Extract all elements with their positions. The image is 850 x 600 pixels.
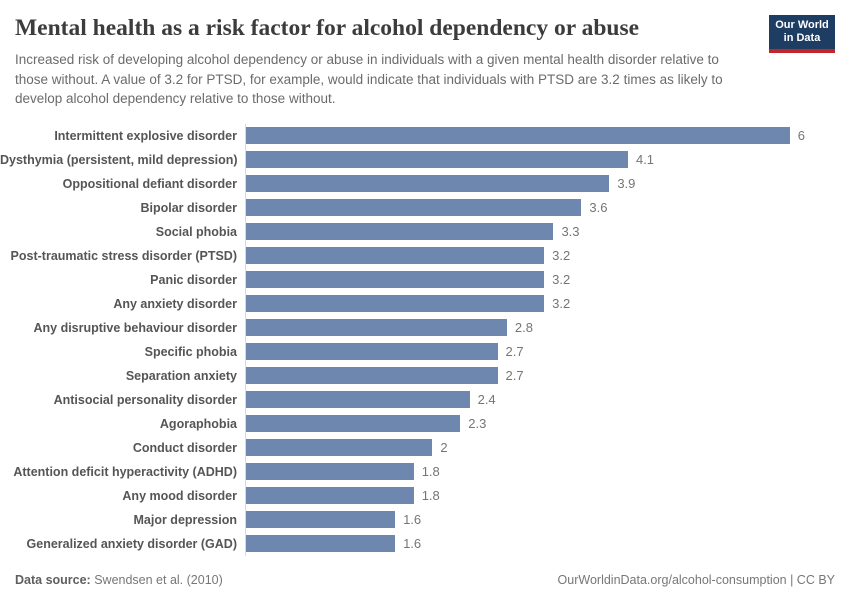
bar[interactable] (246, 415, 460, 432)
bar[interactable] (246, 223, 553, 240)
bar[interactable] (246, 343, 498, 360)
bar-category-label: Major depression (133, 512, 237, 527)
bar[interactable] (246, 463, 414, 480)
chart-title: Mental health as a risk factor for alcohol dependency or abuse (15, 15, 640, 41)
chart-header (0, 0, 850, 108)
bar-track (245, 460, 805, 484)
bar-value-label: 2.3 (468, 416, 487, 432)
bar-track (245, 244, 805, 268)
bar-track (245, 388, 805, 412)
owid-logo-line1: Our World (775, 19, 829, 32)
bar-category-label: Antisocial personality disorder (53, 392, 237, 407)
bar-row (0, 292, 805, 316)
bar-category-label: Oppositional defiant disorder (62, 176, 237, 191)
bar-category-label: Social phobia (155, 224, 237, 239)
bar[interactable] (246, 511, 395, 528)
bar-value-label: 2.7 (505, 344, 524, 360)
bar-value-label: 3.6 (589, 200, 608, 216)
bar-row (0, 196, 805, 220)
bar-value-label: 2.8 (514, 320, 533, 336)
bar-value-label: 1.8 (421, 488, 440, 504)
bar-category-label: Conduct disorder (132, 440, 237, 455)
bar-value-label: 3.2 (552, 248, 571, 264)
data-source (15, 573, 223, 587)
data-source-label: Data source: (15, 573, 91, 587)
bar-category-label: Any disruptive behaviour disorder (33, 320, 237, 335)
bar-category-label: Attention deficit hyperactivity (ADHD) (13, 464, 237, 479)
bar-category-label: Bipolar disorder (140, 200, 237, 215)
bar[interactable] (246, 151, 628, 168)
bar-value-label: 6 (797, 128, 805, 144)
bar-row (0, 484, 805, 508)
bar[interactable] (246, 271, 544, 288)
data-source-value: Swendsen et al. (2010) (90, 573, 223, 587)
bar[interactable] (246, 391, 470, 408)
bar-track (245, 220, 805, 244)
bar-track (245, 268, 805, 292)
bar-category-label: Specific phobia (144, 344, 237, 359)
chart-footer (15, 573, 835, 587)
bar-row (0, 124, 805, 148)
owid-url-license[interactable]: OurWorldinData.org/alcohol-consumption | CC BY (557, 573, 835, 587)
bar-row (0, 244, 805, 268)
bar-category-label: Post-traumatic stress disorder (PTSD) (10, 248, 237, 263)
bar-category-label: Dysthymia (persistent, mild depression) (0, 152, 238, 167)
bar-track (245, 316, 805, 340)
bar-track (245, 196, 805, 220)
bar-category-label: Intermittent explosive disorder (54, 128, 237, 143)
bar-row (0, 220, 805, 244)
bar-row (0, 436, 805, 460)
bar-row (0, 148, 805, 172)
bar-track (245, 292, 805, 316)
bar[interactable] (246, 367, 498, 384)
bar[interactable] (246, 319, 507, 336)
bar[interactable] (246, 535, 395, 552)
bar-value-label: 3.2 (552, 272, 571, 288)
bar-track (245, 340, 805, 364)
bar-track (245, 412, 805, 436)
bar-row (0, 388, 805, 412)
bar-value-label: 3.3 (561, 224, 580, 240)
bar-track (245, 508, 805, 532)
bar-row (0, 532, 805, 556)
bar[interactable] (246, 295, 544, 312)
bar-category-label: Agoraphobia (159, 416, 237, 431)
bar-chart (0, 124, 850, 556)
bar-category-label: Any mood disorder (122, 488, 237, 503)
bar-track (245, 532, 805, 556)
bar-row (0, 268, 805, 292)
bar-track (245, 436, 805, 460)
bar-value-label: 2.4 (477, 392, 496, 408)
bar-row (0, 172, 805, 196)
bar-value-label: 1.8 (421, 464, 440, 480)
bar-row (0, 508, 805, 532)
bar-row (0, 412, 805, 436)
bar-track (245, 172, 805, 196)
bar-category-label: Panic disorder (150, 272, 237, 287)
bar-row (0, 460, 805, 484)
bar-value-label: 4.1 (635, 152, 655, 168)
bar-row (0, 316, 805, 340)
bar[interactable] (246, 487, 414, 504)
bar-track (245, 124, 805, 148)
header-text (15, 14, 751, 108)
bar-track (245, 148, 805, 172)
owid-logo-line2: in Data (783, 32, 821, 44)
bar-category-label: Separation anxiety (125, 368, 237, 383)
bar-category-label: Any anxiety disorder (113, 296, 237, 311)
bar[interactable] (246, 175, 609, 192)
bar-track (245, 484, 805, 508)
bar-value-label: 3.9 (617, 176, 636, 192)
bar-category-label: Generalized anxiety disorder (GAD) (26, 536, 237, 551)
bar-row (0, 364, 805, 388)
bar[interactable] (246, 247, 544, 264)
owid-logo[interactable] (769, 15, 835, 53)
bar-track (245, 364, 805, 388)
bar-value-label: 1.6 (403, 536, 422, 552)
bar[interactable] (246, 127, 790, 144)
bar-row (0, 340, 805, 364)
bar[interactable] (246, 199, 581, 216)
bar-value-label: 1.6 (403, 512, 422, 528)
bar[interactable] (246, 439, 432, 456)
bar-value-label: 3.2 (552, 296, 571, 312)
bar-value-label: 2.7 (505, 368, 524, 384)
chart-subtitle: Increased risk of developing alcohol dependency or abuse in individuals with a given mental health disorder relative to those without. A value of 3.2 for PTSD, for example, would indicate that individuals with PTSD are 3.2 times as likely to develop alcohol dependency relative to those without. (15, 52, 723, 106)
bar-value-label: 2 (440, 440, 448, 456)
